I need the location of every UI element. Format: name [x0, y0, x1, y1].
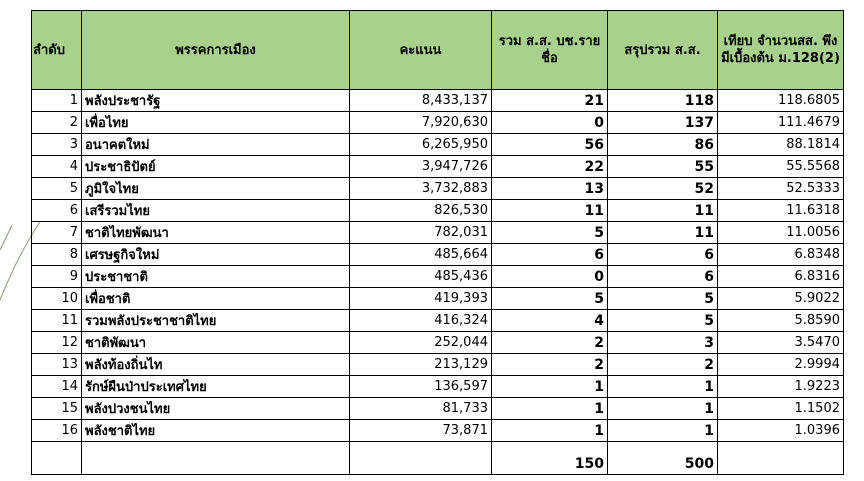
row-rank: 11 — [32, 310, 82, 332]
row-party: ภูมิใจไทย — [82, 178, 350, 200]
row-rank: 5 — [32, 178, 82, 200]
header-votes: คะแนน — [350, 11, 492, 90]
row-rank: 13 — [32, 354, 82, 376]
row-rank: 10 — [32, 288, 82, 310]
row-ratio: 11.0056 — [718, 222, 844, 244]
table-row — [32, 200, 844, 222]
row-party: พลังท้องถิ่นไท — [82, 354, 350, 376]
row-total-mps: 2 — [608, 354, 718, 376]
table-row — [32, 222, 844, 244]
row-list-mps: 21 — [492, 90, 608, 112]
header-row — [32, 11, 844, 90]
totals-row — [32, 442, 844, 475]
row-ratio: 2.9994 — [718, 354, 844, 376]
row-total-mps: 3 — [608, 332, 718, 354]
row-total-mps: 6 — [608, 266, 718, 288]
total-all-mps: 500 — [608, 442, 718, 475]
row-total-mps: 1 — [608, 420, 718, 442]
row-rank: 9 — [32, 266, 82, 288]
row-total-mps: 6 — [608, 244, 718, 266]
row-party: พลังปวงชนไทย — [82, 398, 350, 420]
row-ratio: 88.1814 — [718, 134, 844, 156]
table-row — [32, 332, 844, 354]
row-list-mps: 1 — [492, 398, 608, 420]
row-ratio: 55.5568 — [718, 156, 844, 178]
row-ratio: 3.5470 — [718, 332, 844, 354]
header-total-mps: สรุปรวม ส.ส. — [608, 11, 718, 90]
row-ratio: 52.5333 — [718, 178, 844, 200]
row-party: พลังประชารัฐ — [82, 90, 350, 112]
row-ratio: 6.8316 — [718, 266, 844, 288]
header-ratio: เทียบ จำนวนสส. พึงมีเบื้องต้น ม.128(2) — [718, 11, 844, 90]
row-list-mps: 5 — [492, 222, 608, 244]
row-rank: 4 — [32, 156, 82, 178]
row-party: เสรีรวมไทย — [82, 200, 350, 222]
row-party: ชาติพัฒนา — [82, 332, 350, 354]
row-votes: 485,664 — [350, 244, 492, 266]
row-ratio: 1.9223 — [718, 376, 844, 398]
row-votes: 485,436 — [350, 266, 492, 288]
row-total-mps: 86 — [608, 134, 718, 156]
row-votes: 782,031 — [350, 222, 492, 244]
table-row — [32, 376, 844, 398]
row-list-mps: 11 — [492, 200, 608, 222]
row-total-mps: 1 — [608, 398, 718, 420]
row-list-mps: 22 — [492, 156, 608, 178]
header-list-mps: รวม ส.ส. บช.รายชื่อ — [492, 11, 608, 90]
table-row — [32, 266, 844, 288]
row-total-mps: 11 — [608, 222, 718, 244]
row-party: รวมพลังประชาชาติไทย — [82, 310, 350, 332]
table-row — [32, 288, 844, 310]
row-total-mps: 118 — [608, 90, 718, 112]
row-ratio: 11.6318 — [718, 200, 844, 222]
row-rank: 8 — [32, 244, 82, 266]
row-votes: 8,433,137 — [350, 90, 492, 112]
row-list-mps: 0 — [492, 266, 608, 288]
row-votes: 7,920,630 — [350, 112, 492, 134]
row-ratio: 5.9022 — [718, 288, 844, 310]
row-total-mps: 5 — [608, 288, 718, 310]
row-list-mps: 2 — [492, 354, 608, 376]
row-party: ชาติไทยพัฒนา — [82, 222, 350, 244]
table-row — [32, 134, 844, 156]
row-rank: 6 — [32, 200, 82, 222]
totals-blank-rank — [32, 442, 82, 475]
row-party: เศรษฐกิจใหม่ — [82, 244, 350, 266]
row-ratio: 6.8348 — [718, 244, 844, 266]
row-votes: 213,129 — [350, 354, 492, 376]
row-ratio: 111.4679 — [718, 112, 844, 134]
table-row — [32, 398, 844, 420]
row-total-mps: 55 — [608, 156, 718, 178]
row-votes: 3,732,883 — [350, 178, 492, 200]
row-list-mps: 2 — [492, 332, 608, 354]
row-total-mps: 5 — [608, 310, 718, 332]
row-votes: 419,393 — [350, 288, 492, 310]
row-list-mps: 5 — [492, 288, 608, 310]
row-list-mps: 56 — [492, 134, 608, 156]
row-rank: 12 — [32, 332, 82, 354]
table-row — [32, 178, 844, 200]
row-ratio: 5.8590 — [718, 310, 844, 332]
row-rank: 16 — [32, 420, 82, 442]
row-votes: 81,733 — [350, 398, 492, 420]
row-rank: 1 — [32, 90, 82, 112]
row-list-mps: 13 — [492, 178, 608, 200]
totals-blank-ratio — [718, 442, 844, 475]
row-list-mps: 1 — [492, 420, 608, 442]
totals-blank-party — [82, 442, 350, 475]
row-ratio: 1.0396 — [718, 420, 844, 442]
row-votes: 6,265,950 — [350, 134, 492, 156]
row-votes: 73,871 — [350, 420, 492, 442]
row-list-mps: 0 — [492, 112, 608, 134]
table-row — [32, 112, 844, 134]
row-total-mps: 52 — [608, 178, 718, 200]
row-total-mps: 137 — [608, 112, 718, 134]
row-rank: 2 — [32, 112, 82, 134]
row-ratio: 1.1502 — [718, 398, 844, 420]
table-row — [32, 354, 844, 376]
row-party: อนาคตใหม่ — [82, 134, 350, 156]
table-row — [32, 420, 844, 442]
row-list-mps: 6 — [492, 244, 608, 266]
row-rank: 15 — [32, 398, 82, 420]
table-row — [32, 244, 844, 266]
row-votes: 3,947,726 — [350, 156, 492, 178]
table-row — [32, 90, 844, 112]
row-party: ประชาชาติ — [82, 266, 350, 288]
row-total-mps: 1 — [608, 376, 718, 398]
row-party: ประชาธิปัตย์ — [82, 156, 350, 178]
table-row — [32, 156, 844, 178]
row-party: เพื่อชาติ — [82, 288, 350, 310]
row-list-mps: 4 — [492, 310, 608, 332]
header-party: พรรคการเมือง — [82, 11, 350, 90]
election-results-table — [31, 10, 844, 475]
row-list-mps: 1 — [492, 376, 608, 398]
row-rank: 3 — [32, 134, 82, 156]
header-rank: ลำดับ — [32, 11, 82, 90]
row-party: รักษ์ผืนป่าประเทศไทย — [82, 376, 350, 398]
row-total-mps: 11 — [608, 200, 718, 222]
total-list-mps: 150 — [492, 442, 608, 475]
table-row — [32, 310, 844, 332]
row-rank: 7 — [32, 222, 82, 244]
totals-blank-votes — [350, 442, 492, 475]
row-party: พลังชาติไทย — [82, 420, 350, 442]
row-ratio: 118.6805 — [718, 90, 844, 112]
row-rank: 14 — [32, 376, 82, 398]
row-votes: 252,044 — [350, 332, 492, 354]
row-votes: 826,530 — [350, 200, 492, 222]
row-votes: 136,597 — [350, 376, 492, 398]
row-party: เพื่อไทย — [82, 112, 350, 134]
row-votes: 416,324 — [350, 310, 492, 332]
